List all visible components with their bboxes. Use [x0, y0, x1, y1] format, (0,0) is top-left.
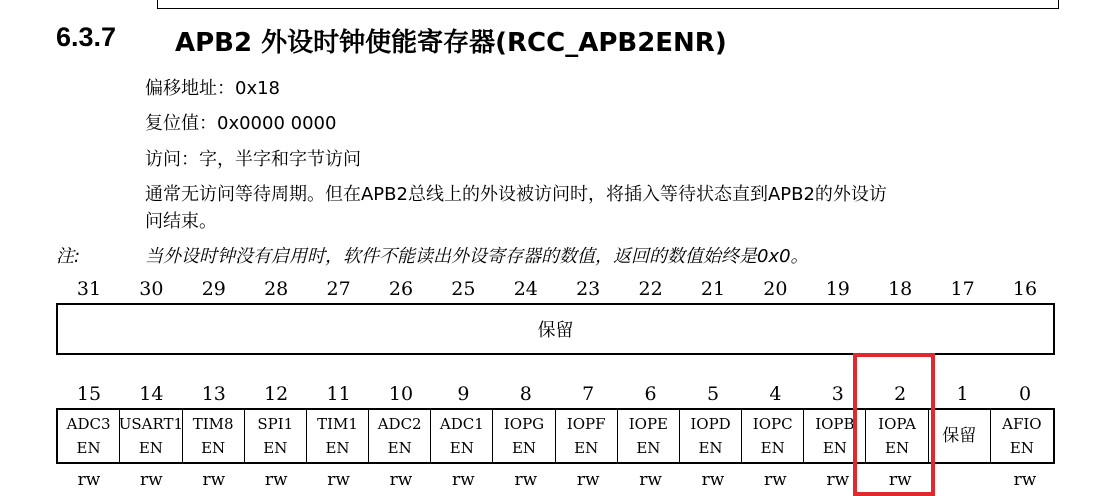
field-name: ADC1 [439, 415, 484, 433]
field-name: IOPC [752, 415, 793, 433]
access-type: rw [140, 470, 163, 490]
register-field-cell [245, 410, 307, 462]
bit-number: 27 [326, 278, 351, 300]
field-suffix: EN [138, 439, 163, 457]
bit-number: 9 [457, 383, 470, 405]
bit-number: 1 [956, 383, 969, 405]
field-suffix: EN [325, 439, 350, 457]
field-suffix: EN [885, 439, 910, 457]
access-type: rw [77, 470, 101, 490]
field-name: TIM1 [317, 415, 358, 433]
reserved-field-upper [56, 303, 1055, 355]
register-field-cell [369, 410, 431, 462]
bit-number: 5 [706, 383, 720, 405]
field-name: 保留 [942, 426, 977, 446]
wait-state-line-2: 问结束。 [145, 211, 217, 232]
bit-number: 4 [769, 383, 782, 405]
bit-number: 10 [388, 383, 414, 405]
access-type: rw [764, 470, 787, 490]
field-suffix: EN [760, 439, 785, 457]
bit-number: 31 [76, 278, 102, 300]
wait-state-line-1: 通常无访问等待周期。但在APB2总线上的外设被访问时，将插入等待状态直到APB2的外设访 [145, 184, 887, 205]
register-field-cell [493, 410, 555, 462]
bit-number: 22 [638, 278, 663, 300]
bit-number: 3 [831, 383, 844, 405]
field-name: TIM8 [192, 415, 234, 433]
bit-number: 7 [582, 383, 595, 405]
bit-number: 6 [644, 383, 657, 405]
field-suffix: EN [511, 439, 537, 457]
section-number: 6.3.7 [56, 22, 117, 52]
section-title: APB2 外设时钟使能寄存器(RCC_APB2ENR) [175, 28, 727, 58]
field-suffix: EN [698, 439, 723, 457]
register-field-cell [120, 410, 182, 462]
bit-number: 17 [950, 278, 975, 300]
field-suffix: EN [1009, 439, 1034, 457]
previous-table-edge [157, 0, 1059, 9]
register-field-cell [556, 410, 618, 462]
register-field-cell [307, 410, 369, 462]
field-name: IOPG [503, 415, 545, 433]
bit-number: 14 [139, 383, 164, 405]
reserved-label: 保留 [537, 320, 574, 341]
bit-number: 26 [388, 278, 414, 300]
register-field-cell [618, 410, 680, 462]
access-type: rw [327, 470, 350, 490]
field-suffix: EN [201, 439, 226, 457]
register-field-cell [58, 410, 120, 462]
field-name: ADC3 [66, 415, 111, 433]
field-suffix: EN [822, 439, 847, 457]
access-info: 访问：字，半字和字节访问 [145, 149, 361, 170]
register-field-cell [929, 410, 991, 462]
field-suffix: EN [574, 439, 599, 457]
field-name: SPI1 [257, 415, 294, 433]
register-field-cell [183, 410, 245, 462]
field-name: IOPA [878, 415, 916, 433]
field-name: IOPD [690, 415, 731, 433]
field-suffix: EN [636, 439, 661, 457]
field-suffix: EN [387, 439, 412, 457]
access-type: rw [452, 470, 475, 490]
bit-number: 0 [1018, 383, 1032, 405]
field-name: IOPF [566, 415, 606, 433]
access-type: rw [576, 470, 600, 490]
offset-address: 偏移地址：0x18 [145, 78, 281, 99]
field-suffix: EN [449, 439, 474, 457]
note-text: 当外设时钟没有启用时，软件不能读出外设寄存器的数值，返回的数值始终是0x0。 [145, 246, 809, 267]
bit-number: 30 [139, 278, 164, 300]
bit-number: 15 [76, 383, 102, 405]
access-type: rw [1013, 470, 1037, 490]
field-name: AFIO [1002, 415, 1042, 433]
reset-value: 复位值：0x0000 0000 [145, 113, 337, 134]
bit-number: 23 [576, 278, 601, 300]
field-name: ADC2 [377, 415, 422, 433]
field-name: IOPE [628, 415, 668, 433]
field-name: USART1 [118, 415, 184, 433]
note-label: 注: [56, 246, 81, 267]
field-name: IOPB [815, 415, 855, 433]
bit-number: 11 [326, 383, 351, 405]
bit-number: 12 [264, 383, 289, 405]
bit-number: 8 [519, 383, 532, 405]
bit-number: 19 [825, 278, 850, 300]
bit-number: 28 [264, 278, 289, 300]
register-field-cell [991, 410, 1053, 462]
bit-number: 18 [888, 278, 913, 300]
iopa-highlight-box [853, 353, 935, 496]
register-field-cell [742, 410, 804, 462]
access-type: rw [701, 470, 725, 490]
access-type: rw [264, 470, 288, 490]
bit-number: 29 [201, 278, 226, 300]
bit-number: 24 [513, 278, 538, 300]
access-type: rw [202, 470, 226, 490]
bit-number: 21 [700, 278, 726, 300]
bit-number: 20 [763, 278, 788, 300]
access-type: rw [826, 470, 850, 490]
access-type: rw [888, 470, 912, 490]
bit-number: 13 [201, 383, 226, 405]
access-type: rw [514, 470, 538, 490]
field-suffix: EN [76, 439, 101, 457]
access-type: rw [639, 470, 662, 490]
bit-number: 2 [894, 383, 907, 405]
register-field-cell [431, 410, 493, 462]
field-suffix: EN [263, 439, 288, 457]
bit-number: 25 [451, 278, 476, 300]
bit-number: 16 [1012, 278, 1038, 300]
register-field-cell [680, 410, 742, 462]
access-type: rw [389, 470, 413, 490]
